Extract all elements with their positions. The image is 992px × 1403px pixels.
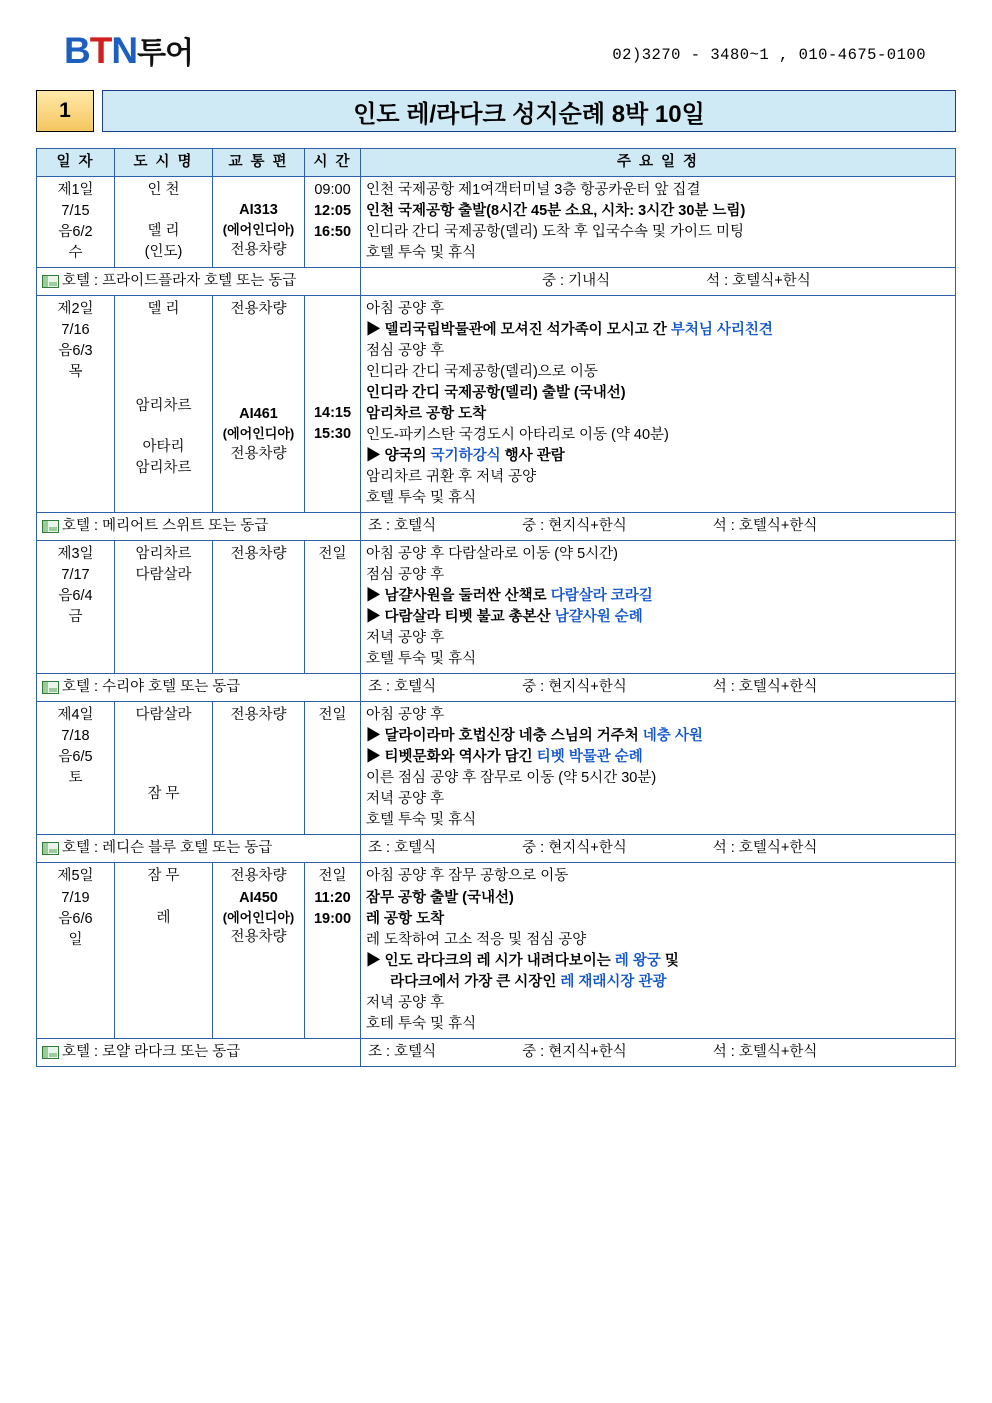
logo-letter-n: N [111,30,138,71]
day-row [37,863,956,1038]
day-transport-cell: 전용차량 [213,702,305,835]
day-date-cell: 제3일 7/17 음6/4 금 [37,541,115,674]
day-row [37,177,956,268]
hotel-name-cell [37,268,361,296]
hotel-name: 호텔 : 수리야 호텔 또는 동급 [62,679,241,696]
col-header-time: 시 간 [305,149,361,177]
hotel-meals-cell [361,513,956,541]
day-schedule-cell: 인천 국제공항 제1여객터미널 3층 항공카운터 앞 집결 인천 국제공항 출발(8시간 45분 소요, 시차: 3시간 30분 느림) 인디라 간디 국제공항(델리) 도착 후 입국수속 및 가이드 미팅 호텔 투숙 및 휴식 [361,177,956,268]
hotel-icon [42,275,59,288]
logo-letter-b: B [64,30,90,71]
day-row [37,541,956,674]
hotel-name-cell [37,674,361,702]
meal-lunch: 중 : 현지식+한식 [522,518,627,535]
day-schedule-cell: 아침 공양 후 잠무 공항으로 이동 잠무 공항 출발 (국내선) 레 공항 도착 레 도착하여 고소 적응 및 점심 공양 ▶ 인도 라다크의 레 시가 내려다보이는 레 왕궁 및 라다크에서 가장 큰 시장인 레 재래시장 관광 저녁 공양 후 호테 투숙 및 휴식 [361,863,956,1038]
hotel-name: 호텔 : 로얄 라다크 또는 동급 [62,1043,241,1060]
col-header-transport: 교 통 편 [213,149,305,177]
page-title: 인도 레/라다크 성지순례 8박 10일 [102,90,956,132]
meal-lunch: 중 : 현지식+한식 [522,1043,627,1060]
hotel-meals-cell [361,1038,956,1066]
hotel-row [37,674,956,702]
day-schedule-cell: 아침 공양 후 ▶ 달라이라마 호법신장 네충 스님의 거주처 네충 사원 ▶ 티벳문화와 역사가 담긴 티벳 박물관 순례 이른 점심 공양 후 잠무로 이동 (약 5시간 30분) 저녁 공양 후 호텔 투숙 및 휴식 [361,702,956,835]
hotel-name-cell [37,513,361,541]
day-city-cell: 암리차르 다람살라 [115,541,213,674]
col-header-schedule: 주 요 일 정 [361,149,956,177]
table-header-row [37,149,956,177]
itinerary-table [36,148,956,1067]
col-header-date: 일 자 [37,149,115,177]
day-time-cell: 전일 [305,541,361,674]
day-date-cell: 제1일 7/15 음6/2 수 [37,177,115,268]
meal-breakfast: 조 : 호텔식 [368,518,437,535]
logo-letter-t: T [89,30,112,71]
day-row [37,296,956,513]
meal-dinner: 석 : 호텔식+한식 [706,273,811,290]
itinerary-body [37,177,956,1067]
day-transport-cell: 전용차량 AI450 (에어인디아) 전용차량 [213,863,305,1038]
page-number-box: 1 [36,90,94,132]
hotel-name: 호텔 : 메리어트 스위트 또는 동급 [62,518,269,535]
day-date-cell: 제2일 7/16 음6/3 목 [37,296,115,513]
title-bar [36,90,956,132]
meal-dinner: 석 : 호텔식+한식 [712,679,818,696]
meal-breakfast: 조 : 호텔식 [368,840,437,857]
hotel-meals-cell [361,268,956,296]
col-header-city: 도 시 명 [115,149,213,177]
meal-breakfast: 조 : 호텔식 [368,679,437,696]
day-transport-cell: 전용차량 AI461 (에어인디아) 전용차량 [213,296,305,513]
day-date-cell: 제4일 7/18 음6/5 토 [37,702,115,835]
meal-lunch: 중 : 기내식 [542,273,611,290]
meal-breakfast: 조 : 호텔식 [368,1043,437,1060]
day-city-cell: 잠 무 레 [115,863,213,1038]
hotel-name: 호텔 : 프라이드플라자 호텔 또는 동급 [62,273,297,290]
day-city-cell: 인 천 델 리 (인도) [115,177,213,268]
day-schedule-cell: 아침 공양 후 ▶ 델리국립박물관에 모셔진 석가족이 모시고 간 부처님 사리친견 점심 공양 후 인디라 간디 국제공항(델리)으로 이동 인디라 간디 국제공항(델리) 출발 (국내선) 암리차르 공항 도착 인도-파키스탄 국경도시 아타리로 이동 (약 40분) ▶ 양국의 국기하강식 행사 관람 암리차르 귀환 후 저녁 공양 호텔 투숙 및 휴식 [361,296,956,513]
hotel-icon [42,842,59,855]
hotel-icon [42,681,59,694]
logo-word-tour: 투어 [137,37,194,70]
day-time-cell: 전일 [305,702,361,835]
btn-tour-logo [64,32,193,69]
day-transport-cell: AI313 (에어인디아) 전용차량 [213,177,305,268]
day-time-cell: 전일 11:20 19:00 [305,863,361,1038]
contact-phone: 02)3270 - 3480~1 , 010-4675-0100 [612,46,926,64]
hotel-icon [42,520,59,533]
day-date-cell: 제5일 7/19 음6/6 일 [37,863,115,1038]
meal-dinner: 석 : 호텔식+한식 [712,518,818,535]
hotel-row [37,1038,956,1066]
day-time-cell: 09:00 12:05 16:50 [305,177,361,268]
hotel-icon [42,1046,59,1059]
hotel-name: 호텔 : 레디슨 블루 호텔 또는 동급 [62,840,273,857]
hotel-row [37,268,956,296]
day-city-cell: 다람살라 잠 무 [115,702,213,835]
day-time-cell: 14:15 15:30 [305,296,361,513]
hotel-name-cell [37,835,361,863]
document-header [36,24,956,90]
day-transport-cell: 전용차량 [213,541,305,674]
hotel-row [37,835,956,863]
hotel-name-cell [37,1038,361,1066]
meal-dinner: 석 : 호텔식+한식 [712,840,818,857]
hotel-meals-cell [361,835,956,863]
day-city-cell: 델 리 암리차르 아타리 암리차르 [115,296,213,513]
hotel-meals-cell [361,674,956,702]
meal-dinner: 석 : 호텔식+한식 [712,1043,818,1060]
hotel-row [37,513,956,541]
day-schedule-cell: 아침 공양 후 다람살라로 이동 (약 5시간) 점심 공양 후 ▶ 남걀사원을 둘러싼 산책로 다람살라 코라길 ▶ 다람살라 티벳 불교 총본산 남걀사원 순례 저녁 공양 후 호텔 투숙 및 휴식 [361,541,956,674]
meal-lunch: 중 : 현지식+한식 [522,679,627,696]
meal-lunch: 중 : 현지식+한식 [522,840,627,857]
day-row [37,702,956,835]
